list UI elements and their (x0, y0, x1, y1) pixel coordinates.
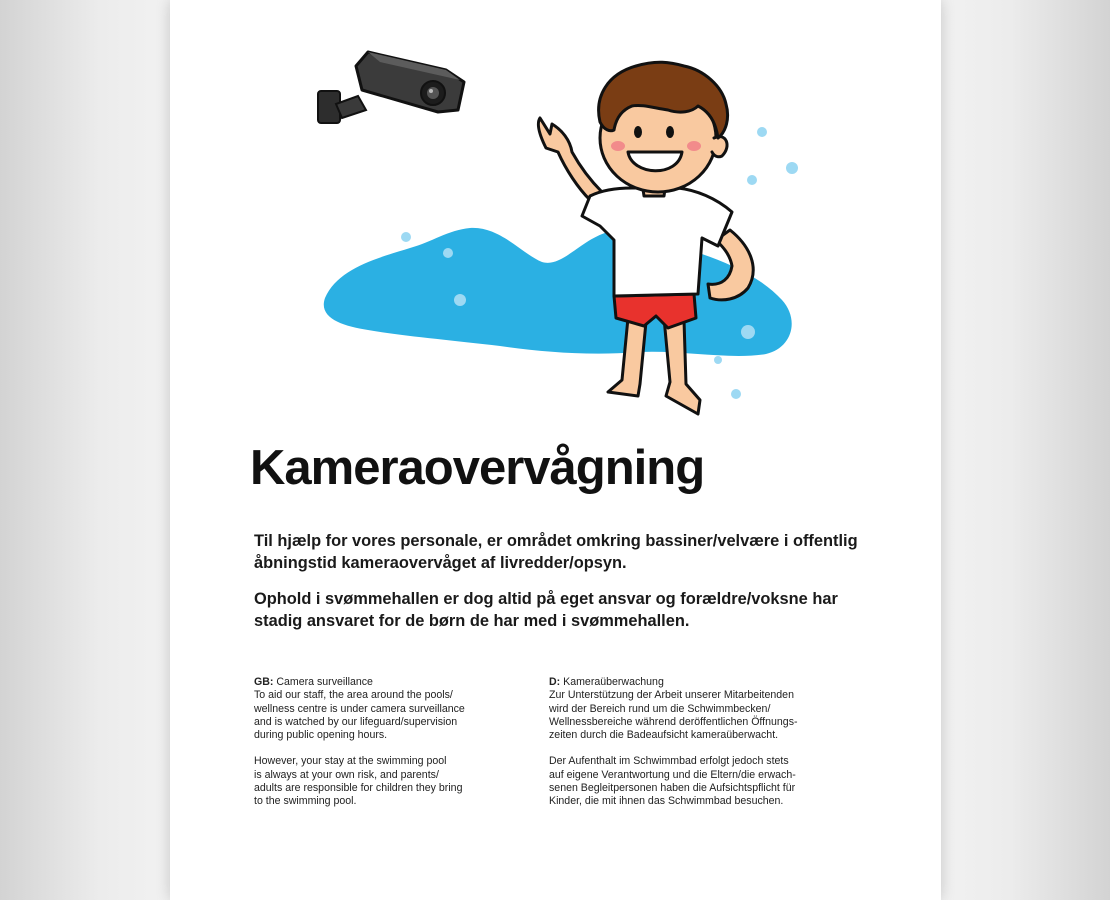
german-paragraph-1: Zur Unterstützung der Arbeit unserer Mitarbeitenden wird der Bereich rund um die Schwimmbecken/ Wellnessbereiche während deröffentlichen Öffnungs- zeiten durch die Badeaufsicht kameraüberwacht. (549, 689, 798, 742)
german-prefix: D: (549, 676, 561, 688)
page-title: Kameraovervågning (250, 441, 705, 495)
english-prefix: GB: (254, 676, 274, 688)
german-heading-text: Kameraüberwachung (563, 676, 664, 688)
english-heading-text: Camera surveillance (276, 676, 373, 688)
danish-paragraph-2: Ophold i svømmehallen er dog altid på eget ansvar og forældre/voksne har stadig ansvaret for de børn de har med i svømmehallen. (254, 590, 838, 630)
english-paragraph-2: However, your stay at the swimming pool is always at your own risk, and parents/ adults are responsible for children they bring to the swimming pool. (254, 755, 463, 808)
english-heading (254, 676, 534, 689)
danish-intro (254, 530, 874, 646)
english-section (254, 676, 534, 822)
danish-paragraph-1: Til hjælp for vores personale, er området omkring bassiner/velvære i offentlig åbningstid kameraovervåget af livredder/opsyn. (254, 532, 858, 572)
german-paragraph-2: Der Aufenthalt im Schwimmbad erfolgt jedoch stets auf eigene Verantwortung und die Eltern/die erwach- senen Begleitpersonen haben die Aufsichtspflicht für Kinder, die mit ihnen das Schwimmbad besuchen. (549, 755, 796, 808)
english-paragraph-1: To aid our staff, the area around the pools/ wellness centre is under camera surveillance and is watched by our lifeguard/supervision during public opening hours. (254, 689, 465, 742)
poster (170, 0, 941, 900)
german-section (549, 676, 849, 822)
poster-illustration (170, 0, 941, 430)
security-camera-icon (318, 52, 464, 123)
german-heading (549, 676, 849, 689)
